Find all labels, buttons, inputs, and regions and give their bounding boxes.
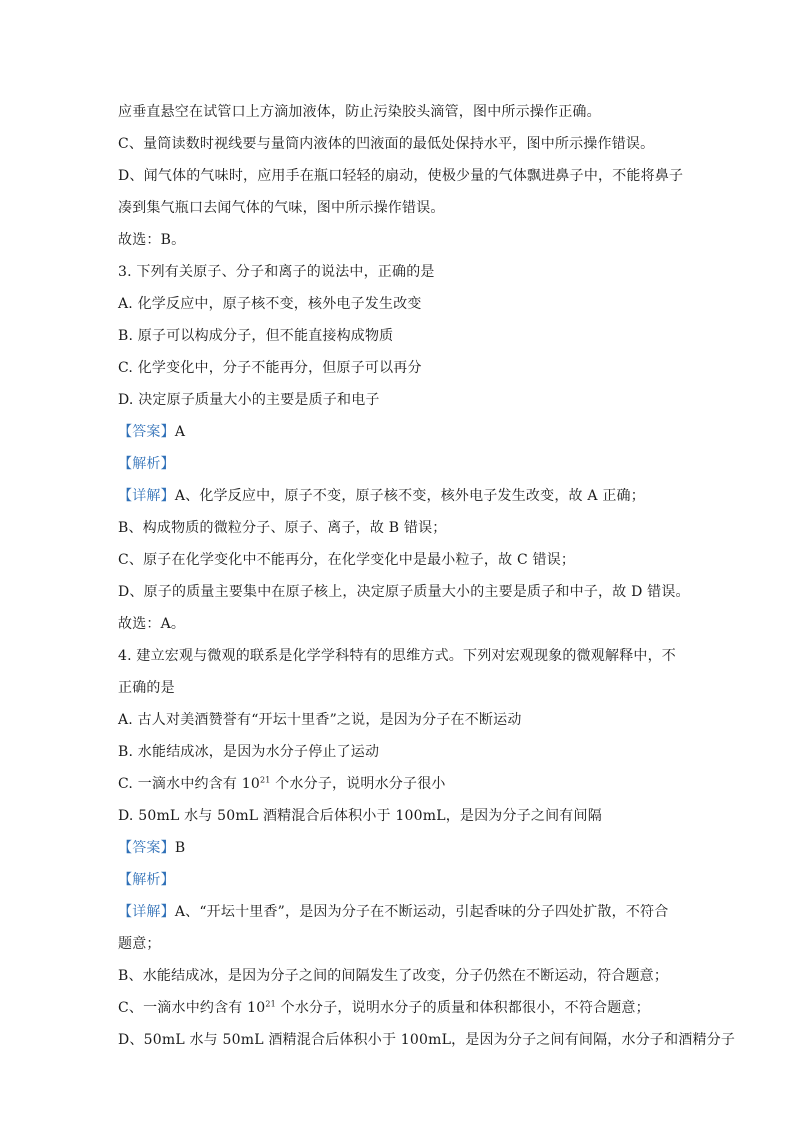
detail-text: A、化学反应中，原子不变，原子核不变，核外电子发生改变，故 A 正确； — [174, 488, 645, 504]
exponent: 21 — [265, 999, 276, 1009]
q3-option-c: C. 化学变化中，分子不能再分，但原子可以再分 — [118, 360, 422, 376]
text-line: 应垂直悬空在试管口上方滴加液体，防止污染胶头滴管，图中所示操作正确。 — [118, 104, 601, 120]
text-line: C、量筒读数时视线要与量筒内液体的凹液面的最低处保持水平，图中所示操作错误。 — [118, 136, 655, 152]
q4-option-c — [118, 774, 683, 794]
detail-text: A、“开坛十里香”，是因为分子在不断运动，引起香味的分子四处扩散，不符合 — [174, 904, 669, 920]
q4-option-b: B. 水能结成冰，是因为水分子停止了运动 — [118, 744, 380, 760]
detail-label: 【详解】 — [118, 904, 175, 920]
detail-text: 个水分子，说明水分子的质量和体积都很小，不符合题意； — [275, 1000, 650, 1016]
option-text: 个水分子，说明水分子很小 — [270, 776, 446, 792]
q4-answer — [118, 838, 683, 858]
detail-label: 【详解】 — [118, 488, 175, 504]
option-text: C. 一滴水中约含有 10 — [118, 776, 260, 792]
question-3-stem: 3. 下列有关原子、分子和离子的说法中，正确的是 — [118, 264, 435, 280]
q3-option-d: D. 决定原子质量大小的主要是质子和电子 — [118, 392, 380, 408]
q3-answer — [118, 422, 683, 442]
q3-detail-3: C、原子在化学变化中不能再分，在化学变化中是最小粒子，故 C 错误； — [118, 552, 576, 568]
q3-analysis-label: 【解析】 — [118, 456, 175, 472]
q4-detail-2: B、水能结成冰，是因为分子之间的间隔发生了改变，分子仍然在不断运动，符合题意； — [118, 968, 669, 984]
q3-detail-2: B、构成物质的微粒分子、原子、离子，故 B 错误； — [118, 520, 447, 536]
choice-line: 故选：B。 — [118, 232, 186, 248]
q4-detail-4: D、50mL 水与 50mL 酒精混合后体积小于 100mL，是因为分子之间有间隔，水分子和酒精分子 — [118, 1032, 736, 1048]
detail-text: C、一滴水中约含有 10 — [118, 1000, 266, 1016]
q4-detail-1 — [118, 902, 683, 922]
q4-detail-3 — [118, 998, 683, 1018]
q3-option-a: A. 化学反应中，原子核不变，核外电子发生改变 — [118, 296, 422, 312]
q3-detail-4: D、原子的质量主要集中在原子核上，决定原子质量大小的主要是质子和中子，故 D 错误。 — [118, 584, 690, 600]
q4-analysis-label: 【解析】 — [118, 872, 175, 888]
exponent: 21 — [259, 775, 271, 785]
answer-value: B — [174, 840, 186, 856]
text-line: 凑到集气瓶口去闻气体的气味，图中所示操作错误。 — [118, 200, 445, 216]
text-line: D、闻气体的气味时，应用手在瓶口轻轻的扇动，使极少量的气体飘进鼻子中，不能将鼻子 — [118, 168, 684, 184]
q4-option-a: A. 古人对美酒赞誉有“开坛十里香”之说，是因为分子在不断运动 — [118, 712, 522, 728]
q3-choice: 故选：A。 — [118, 616, 186, 632]
question-4-stem-1: 4. 建立宏观与微观的联系是化学学科特有的思维方式。下列对宏观现象的微观解释中，不 — [118, 648, 677, 664]
answer-label: 【答案】 — [118, 840, 175, 856]
q4-option-d: D. 50mL 水与 50mL 酒精混合后体积小于 100mL，是因为分子之间有间隔 — [118, 808, 602, 824]
q3-option-b: B. 原子可以构成分子，但不能直接构成物质 — [118, 328, 394, 344]
answer-value: A — [174, 424, 186, 440]
q3-detail-1 — [118, 486, 683, 506]
answer-label: 【答案】 — [118, 424, 175, 440]
q4-detail-1-cont: 题意； — [118, 936, 161, 952]
question-4-stem-2: 正确的是 — [118, 680, 175, 696]
